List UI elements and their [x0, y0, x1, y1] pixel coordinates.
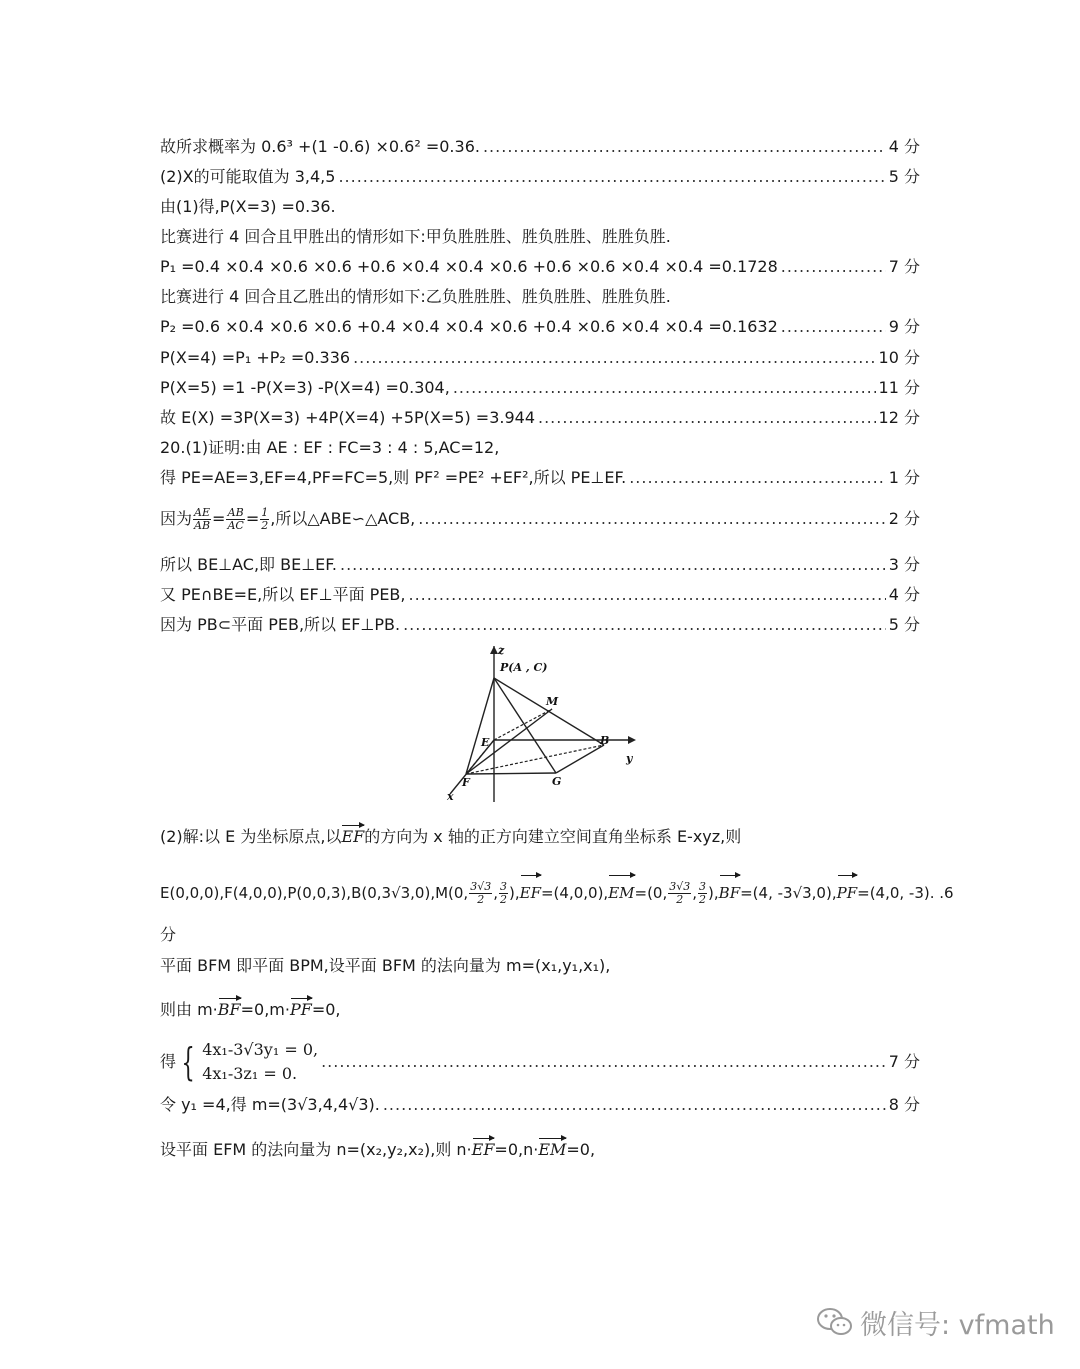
fraction	[226, 507, 244, 532]
fraction-numerator: 1	[261, 506, 269, 519]
edge-GB	[556, 745, 604, 773]
y-axis-arrow	[628, 736, 636, 744]
fraction	[193, 507, 211, 532]
equation-1: 4x₁-3√3y₁ = 0,	[202, 1040, 319, 1059]
part2-suffix: 的方向为 x 轴的正方向建立空间直角坐标系 E-xyz,则	[364, 827, 742, 846]
label-B: B	[600, 734, 610, 747]
equation-system-line	[160, 1038, 920, 1086]
vector-PF: PF	[290, 995, 312, 1021]
fraction-denominator: 2	[500, 893, 507, 906]
dot-leader	[409, 584, 886, 606]
vector-BF: BF	[719, 872, 740, 910]
dot-leader	[383, 1094, 886, 1116]
label-F: F	[462, 776, 470, 789]
vector-EM: EM	[538, 1135, 566, 1161]
left-brace: {	[181, 1040, 195, 1084]
score-label: 5 分	[888, 167, 920, 186]
watermark-text: 微信号: vfmath	[860, 1309, 1055, 1341]
line-text: P(X=5) =1 -P(X=3) -P(X=4) =0.304,	[160, 378, 450, 397]
dot-leader	[483, 136, 886, 158]
fraction-numerator: 3√3	[669, 880, 691, 893]
score-label: 5 分	[888, 615, 920, 634]
wechat-watermark	[816, 1302, 1056, 1342]
line-text: 令 y₁ =4,得 m=(3√3,4,4√3).	[160, 1095, 380, 1114]
solution-line-11: 20.(1)证明:由 AE : EF : FC=3 : 4 : 5,AC=12,	[160, 438, 500, 457]
dot-leader	[418, 502, 885, 536]
fraction-denominator: AC	[227, 519, 244, 532]
score-label: 4 分	[888, 137, 920, 156]
line-text: P₂ =0.6 ×0.4 ×0.6 ×0.6 +0.4 ×0.4 ×0.4 ×0.6 +0.4 ×0.6 ×0.4 ×0.4 =0.1632	[160, 317, 778, 336]
fraction-denominator: 2	[477, 893, 485, 906]
edge-FM	[466, 709, 552, 774]
coords-text: =(4, -3√3,0),	[740, 884, 837, 902]
equals-sign: =	[212, 509, 226, 528]
solution-line-13	[160, 554, 920, 576]
score-label: 7 分	[888, 257, 920, 276]
line-text	[160, 502, 415, 536]
fraction	[499, 881, 508, 906]
fraction-numerator: AE	[194, 506, 211, 519]
coords-text: =(4,0, -3). .6	[857, 884, 954, 902]
fraction-numerator: 3	[500, 880, 507, 893]
line-text: 故 E(X) =3P(X=3) +4P(X=4) +5P(X=5) =3.944	[160, 408, 535, 427]
part2-intro	[160, 822, 920, 848]
fraction-numerator: 3	[699, 880, 707, 893]
score-label: 11 分	[878, 378, 920, 397]
vector-EM: EM	[608, 872, 634, 910]
let-line	[160, 1094, 920, 1116]
fraction-denominator: AB	[194, 519, 211, 532]
solution-line-2	[160, 166, 920, 188]
dot-text: =0,	[311, 1000, 341, 1019]
edge-PF	[466, 678, 494, 774]
geometry-figure	[436, 642, 646, 804]
score-label: 8 分	[888, 1095, 920, 1114]
line-text: P(X=4) =P₁ +P₂ =0.336	[160, 348, 351, 367]
comma: ,	[493, 884, 498, 902]
equals-sign: =	[245, 509, 260, 528]
solution-line-9	[160, 377, 920, 399]
dot-leader	[538, 407, 876, 429]
fraction-numerator: AB	[227, 506, 244, 519]
edge-EM-dashed	[494, 709, 552, 740]
score-label: 1 分	[888, 468, 920, 487]
wechat-icon	[816, 1306, 854, 1338]
comma: ,	[692, 884, 698, 902]
score-label: 3 分	[888, 555, 920, 574]
label-y: y	[626, 752, 633, 765]
label-z: z	[498, 644, 505, 657]
fraction	[469, 881, 492, 906]
solution-line-12	[160, 467, 920, 489]
solution-line-1	[160, 136, 920, 158]
fraction-numerator: 3√3	[470, 880, 492, 893]
fraction-denominator: 2	[261, 519, 269, 532]
coords-text: ),	[708, 884, 719, 902]
vector-EF: EF	[472, 1135, 495, 1161]
plane-text: =0,	[566, 1140, 596, 1159]
line-text: (2)X的可能取值为 3,4,5	[160, 167, 336, 186]
dot-leader	[453, 377, 876, 399]
fraction	[260, 507, 269, 532]
dot-leader	[340, 554, 886, 576]
part2-prefix: (2)解:以 E 为坐标原点,以	[160, 827, 342, 846]
label-x: x	[447, 790, 454, 803]
label-G: G	[552, 775, 562, 788]
score-label: 7 分	[888, 1052, 920, 1071]
plane-efm-line	[160, 1135, 920, 1161]
score-label: 9 分	[888, 317, 920, 336]
edge-EF-dashed	[466, 740, 494, 774]
score-label: 12 分	[878, 408, 920, 427]
equation-2: 4x₁-3z₁ = 0.	[202, 1064, 298, 1083]
solution-line-15	[160, 614, 920, 636]
plane-text: 设平面 EFM 的法向量为 n=(x₂,y₂,x₂),则 n·	[160, 1140, 472, 1159]
label-E: E	[481, 736, 490, 749]
plane-text: =0,n·	[494, 1140, 539, 1159]
dot-text: 则由 m·	[160, 1000, 218, 1019]
label-P: P(A , C)	[500, 661, 548, 674]
system-prefix: 得	[160, 1052, 177, 1071]
line-text: 所以 BE⊥AC,即 BE⊥EF.	[160, 555, 337, 574]
score-label: 4 分	[888, 585, 920, 604]
plane-bfm-line: 平面 BFM 即平面 BPM,设平面 BFM 的法向量为 m=(x₁,y₁,x₁),	[160, 956, 611, 975]
coordinates-line	[160, 872, 954, 910]
equations	[202, 1038, 318, 1086]
vector-EF: EF	[341, 822, 364, 848]
because-suffix: ,所以△ABE∽△ACB,	[270, 509, 416, 528]
line-text: 得 PE=AE=3,EF=4,PF=FC=5,则 PF² =PE² +EF²,所以 PE⊥EF.	[160, 468, 627, 487]
dot-leader	[629, 467, 886, 489]
line-text: 因为 PB⊂平面 PEB,所以 EF⊥PB.	[160, 615, 401, 634]
solution-line-4: 比赛进行 4 回合且甲胜出的情形如下:甲负胜胜胜、胜负胜胜、胜胜负胜.	[160, 227, 671, 246]
vector-EF: EF	[520, 872, 541, 910]
coords-text: =(0,	[634, 884, 668, 902]
line-text: 故所求概率为 0.6³ +(1 -0.6) ×0.6² =0.36.	[160, 137, 480, 156]
dot-leader	[338, 166, 885, 188]
fraction	[668, 881, 691, 906]
edge-FG	[466, 773, 556, 774]
equation-system	[160, 1038, 318, 1086]
dot-leader	[403, 614, 886, 636]
dot-leader	[781, 316, 886, 338]
score-label: 10 分	[878, 348, 920, 367]
dot-leader	[781, 256, 886, 278]
dot-text: =0,m·	[240, 1000, 290, 1019]
line-text: P₁ =0.4 ×0.4 ×0.6 ×0.6 +0.6 ×0.4 ×0.4 ×0.6 +0.6 ×0.6 ×0.4 ×0.4 =0.1728	[160, 257, 778, 276]
solution-line-5	[160, 256, 920, 278]
fraction-denominator: 2	[699, 893, 707, 906]
solution-line-14	[160, 584, 920, 606]
solution-line-6: 比赛进行 4 回合且乙胜出的情形如下:乙负胜胜胜、胜负胜胜、胜胜负胜.	[160, 287, 671, 306]
line-text: 又 PE∩BE=E,所以 EF⊥平面 PEB,	[160, 585, 406, 604]
dot-leader	[321, 1038, 886, 1086]
solution-line-3: 由(1)得,P(X=3) =0.36.	[160, 197, 336, 216]
solution-line-because	[160, 502, 920, 536]
fraction-denominator: 2	[676, 893, 684, 906]
fraction	[698, 881, 707, 906]
dot-leader	[353, 347, 875, 369]
because-prefix: 因为	[160, 509, 193, 528]
coords-text: E(0,0,0),F(4,0,0),P(0,0,3),B(0,3√3,0),M(0,	[160, 884, 469, 902]
coords-text: ),	[509, 884, 520, 902]
score-label: 2 分	[888, 509, 920, 528]
z-axis-arrow	[490, 646, 498, 654]
coordinates-score-wrap: 分	[160, 925, 177, 944]
solution-line-10	[160, 407, 920, 429]
label-M: M	[546, 695, 559, 708]
dot-product-line	[160, 995, 920, 1021]
coords-text: =(4,0,0),	[540, 884, 609, 902]
edge-PG	[494, 678, 556, 773]
vector-BF: BF	[218, 995, 241, 1021]
solution-line-8	[160, 347, 920, 369]
solution-line-7	[160, 316, 920, 338]
vector-PF: PF	[837, 872, 858, 910]
